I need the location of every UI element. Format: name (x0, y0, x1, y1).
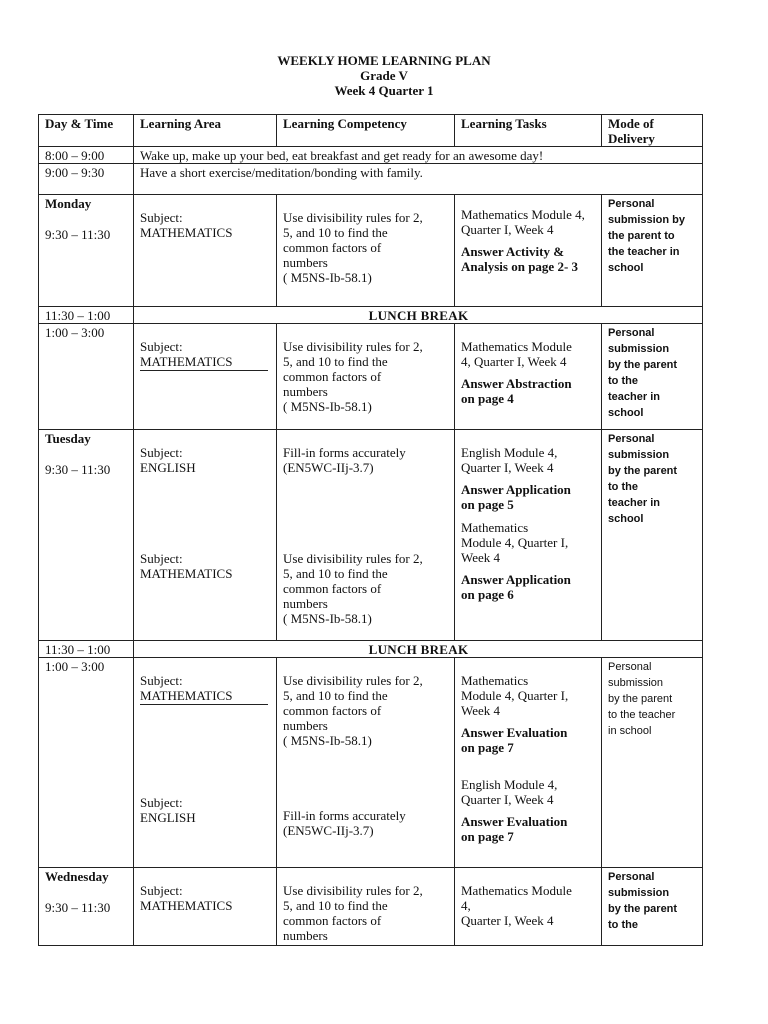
task-line: English Module 4, (461, 777, 558, 792)
competency-line: Fill-in forms accurately (283, 445, 406, 460)
task-line: Mathematics Module (461, 339, 572, 354)
task-cell (455, 324, 602, 430)
delivery-line: to the teacher (608, 709, 676, 721)
competency-cell (277, 195, 455, 307)
competency-line: Use divisibility rules for 2, (283, 551, 423, 566)
lunch-break-label: LUNCH BREAK (134, 641, 703, 658)
competency-line: 5, and 10 to find the (283, 898, 388, 913)
delivery-line: by the parent (608, 359, 678, 371)
task-answer: Analysis on page 2- 3 (461, 259, 579, 274)
subject-name: ENGLISH (140, 810, 196, 825)
learning-area-cell (134, 324, 277, 430)
task-line: 4, (461, 898, 471, 913)
task-line: Week 4 (461, 703, 501, 718)
subject-prefix: Subject: (140, 339, 183, 354)
delivery-line: submission (608, 449, 670, 461)
competency-line: numbers (283, 255, 328, 270)
competency-code: ( M5NS-Ib-58.1) (283, 270, 372, 285)
task-line: Week 4 (461, 550, 501, 565)
competency-code: ( M5NS-Ib-58.1) (283, 399, 372, 414)
task-line: Module 4, Quarter I, (461, 688, 569, 703)
competency-line: Fill-in forms accurately (283, 808, 406, 823)
subject-prefix: Subject: (140, 795, 183, 810)
competency-line: Use divisibility rules for 2, (283, 883, 423, 898)
competency-line: 5, and 10 to find the (283, 688, 388, 703)
time-cell: 11:30 – 1:00 (39, 307, 134, 324)
delivery-line: by the parent (608, 693, 673, 705)
table-row (39, 868, 703, 946)
day-label: Tuesday (45, 431, 91, 446)
plan-title: WEEKLY HOME LEARNING PLAN (277, 53, 491, 68)
time-cell: 8:00 – 9:00 (39, 147, 134, 164)
task-answer: Answer Abstraction (461, 376, 572, 391)
delivery-line: submission (608, 887, 670, 899)
competency-line: numbers (283, 596, 328, 611)
routine-row (39, 147, 703, 164)
task-answer: on page 7 (461, 740, 514, 755)
table-header-row (39, 115, 703, 147)
competency-line: common factors of (283, 703, 382, 718)
competency-line: 5, and 10 to find the (283, 566, 388, 581)
delivery-cell (602, 324, 703, 430)
delivery-line: Personal (608, 433, 655, 445)
competency-code: (EN5WC-IIj-3.7) (283, 823, 374, 838)
task-line: Mathematics (461, 673, 529, 688)
task-answer: on page 5 (461, 497, 514, 512)
subject-name: ENGLISH (140, 460, 196, 475)
task-answer: on page 6 (461, 587, 514, 602)
task-answer: Answer Evaluation (461, 725, 568, 740)
table-row (39, 658, 703, 868)
competency-cell (277, 658, 455, 868)
column-header: Mode of Delivery (602, 115, 703, 147)
task-answer: Answer Evaluation (461, 814, 568, 829)
week-label: Week 4 Quarter 1 (334, 83, 434, 98)
delivery-line: school (608, 262, 644, 274)
delivery-line: to the (608, 481, 638, 493)
competency-line: Use divisibility rules for 2, (283, 210, 423, 225)
task-line: 4, Quarter I, Week 4 (461, 354, 567, 369)
learning-area-cell (134, 868, 277, 946)
task-line: Module 4, Quarter I, (461, 535, 569, 550)
time-label: 9:30 – 11:30 (45, 227, 111, 242)
day-time-cell (39, 430, 134, 641)
delivery-line: to the (608, 375, 638, 387)
competency-code: (EN5WC-IIj-3.7) (283, 460, 374, 475)
delivery-cell (602, 430, 703, 641)
competency-line: common factors of (283, 581, 382, 596)
competency-line: 5, and 10 to find the (283, 354, 388, 369)
table-row (39, 324, 703, 430)
column-header: Learning Competency (277, 115, 455, 147)
table-row (39, 430, 703, 641)
time-label: 9:30 – 11:30 (45, 462, 111, 477)
task-line: Mathematics (461, 520, 529, 535)
competency-line: Use divisibility rules for 2, (283, 673, 423, 688)
time-cell: 1:00 – 3:00 (39, 658, 134, 868)
delivery-line: to the (608, 919, 638, 931)
task-cell (455, 430, 602, 641)
delivery-line: Personal (608, 198, 655, 210)
task-line: Mathematics Module 4, (461, 207, 585, 222)
day-label: Monday (45, 196, 92, 211)
competency-cell (277, 324, 455, 430)
routine-activity: Have a short exercise/meditation/bonding with family. (134, 164, 703, 195)
time-cell: 9:00 – 9:30 (39, 164, 134, 195)
subject-prefix: Subject: (140, 883, 183, 898)
delivery-line: submission (608, 677, 664, 689)
task-line: English Module 4, (461, 445, 558, 460)
delivery-line: school (608, 407, 644, 419)
competency-line: numbers (283, 384, 328, 399)
competency-line: numbers (283, 928, 328, 943)
day-time-cell (39, 868, 134, 946)
competency-line: common factors of (283, 240, 382, 255)
task-cell (455, 195, 602, 307)
task-answer: Answer Activity & (461, 244, 565, 259)
learning-area-cell (134, 195, 277, 307)
delivery-line: teacher in (608, 497, 660, 509)
lunch-row (39, 307, 703, 324)
task-line: Quarter I, Week 4 (461, 460, 554, 475)
competency-line: common factors of (283, 913, 382, 928)
task-cell (455, 658, 602, 868)
learning-plan-table (38, 114, 703, 946)
subject-prefix: Subject: (140, 445, 183, 460)
learning-area-cell (134, 658, 277, 868)
column-header: Learning Area (134, 115, 277, 147)
routine-row (39, 164, 703, 195)
delivery-line: the teacher in (608, 246, 680, 258)
delivery-line: Personal (608, 661, 652, 673)
delivery-line: teacher in (608, 391, 660, 403)
delivery-cell (602, 868, 703, 946)
learning-area-cell (134, 430, 277, 641)
subject-name: MATHEMATICS (140, 688, 268, 705)
delivery-line: in school (608, 725, 652, 737)
task-line: Mathematics Module (461, 883, 572, 898)
subject-name: MATHEMATICS (140, 898, 233, 913)
task-line: Quarter I, Week 4 (461, 792, 554, 807)
subject-name: MATHEMATICS (140, 354, 268, 371)
competency-code: ( M5NS-Ib-58.1) (283, 611, 372, 626)
task-line: Quarter I, Week 4 (461, 913, 554, 928)
competency-line: 5, and 10 to find the (283, 225, 388, 240)
delivery-line: submission (608, 343, 670, 355)
subject-name: MATHEMATICS (140, 566, 233, 581)
delivery-line: the parent to (608, 230, 675, 242)
task-answer: on page 7 (461, 829, 514, 844)
delivery-line: by the parent (608, 903, 678, 915)
task-answer: Answer Application (461, 572, 571, 587)
competency-code: ( M5NS-Ib-58.1) (283, 733, 372, 748)
subject-prefix: Subject: (140, 210, 183, 225)
lunch-row (39, 641, 703, 658)
delivery-line: by the parent (608, 465, 678, 477)
delivery-line: Personal (608, 871, 655, 883)
delivery-cell (602, 658, 703, 868)
competency-line: common factors of (283, 369, 382, 384)
subject-name: MATHEMATICS (140, 225, 233, 240)
subject-prefix: Subject: (140, 551, 183, 566)
grade-label: Grade V (360, 68, 408, 83)
task-cell (455, 868, 602, 946)
competency-line: numbers (283, 718, 328, 733)
task-answer: on page 4 (461, 391, 514, 406)
document-header (0, 53, 768, 98)
day-label: Wednesday (45, 869, 109, 884)
delivery-line: school (608, 513, 644, 525)
delivery-cell (602, 195, 703, 307)
task-answer: Answer Application (461, 482, 571, 497)
routine-activity: Wake up, make up your bed, eat breakfast and get ready for an awesome day! (134, 147, 703, 164)
lunch-break-label: LUNCH BREAK (134, 307, 703, 324)
table-row (39, 195, 703, 307)
competency-cell (277, 868, 455, 946)
delivery-line: Personal (608, 327, 655, 339)
day-time-cell (39, 195, 134, 307)
time-cell: 1:00 – 3:00 (39, 324, 134, 430)
competency-cell (277, 430, 455, 641)
competency-line: Use divisibility rules for 2, (283, 339, 423, 354)
delivery-line: submission by (608, 214, 686, 226)
subject-prefix: Subject: (140, 673, 183, 688)
time-cell: 11:30 – 1:00 (39, 641, 134, 658)
time-label: 9:30 – 11:30 (45, 900, 111, 915)
column-header: Learning Tasks (455, 115, 602, 147)
column-header: Day & Time (39, 115, 134, 147)
task-line: Quarter I, Week 4 (461, 222, 554, 237)
